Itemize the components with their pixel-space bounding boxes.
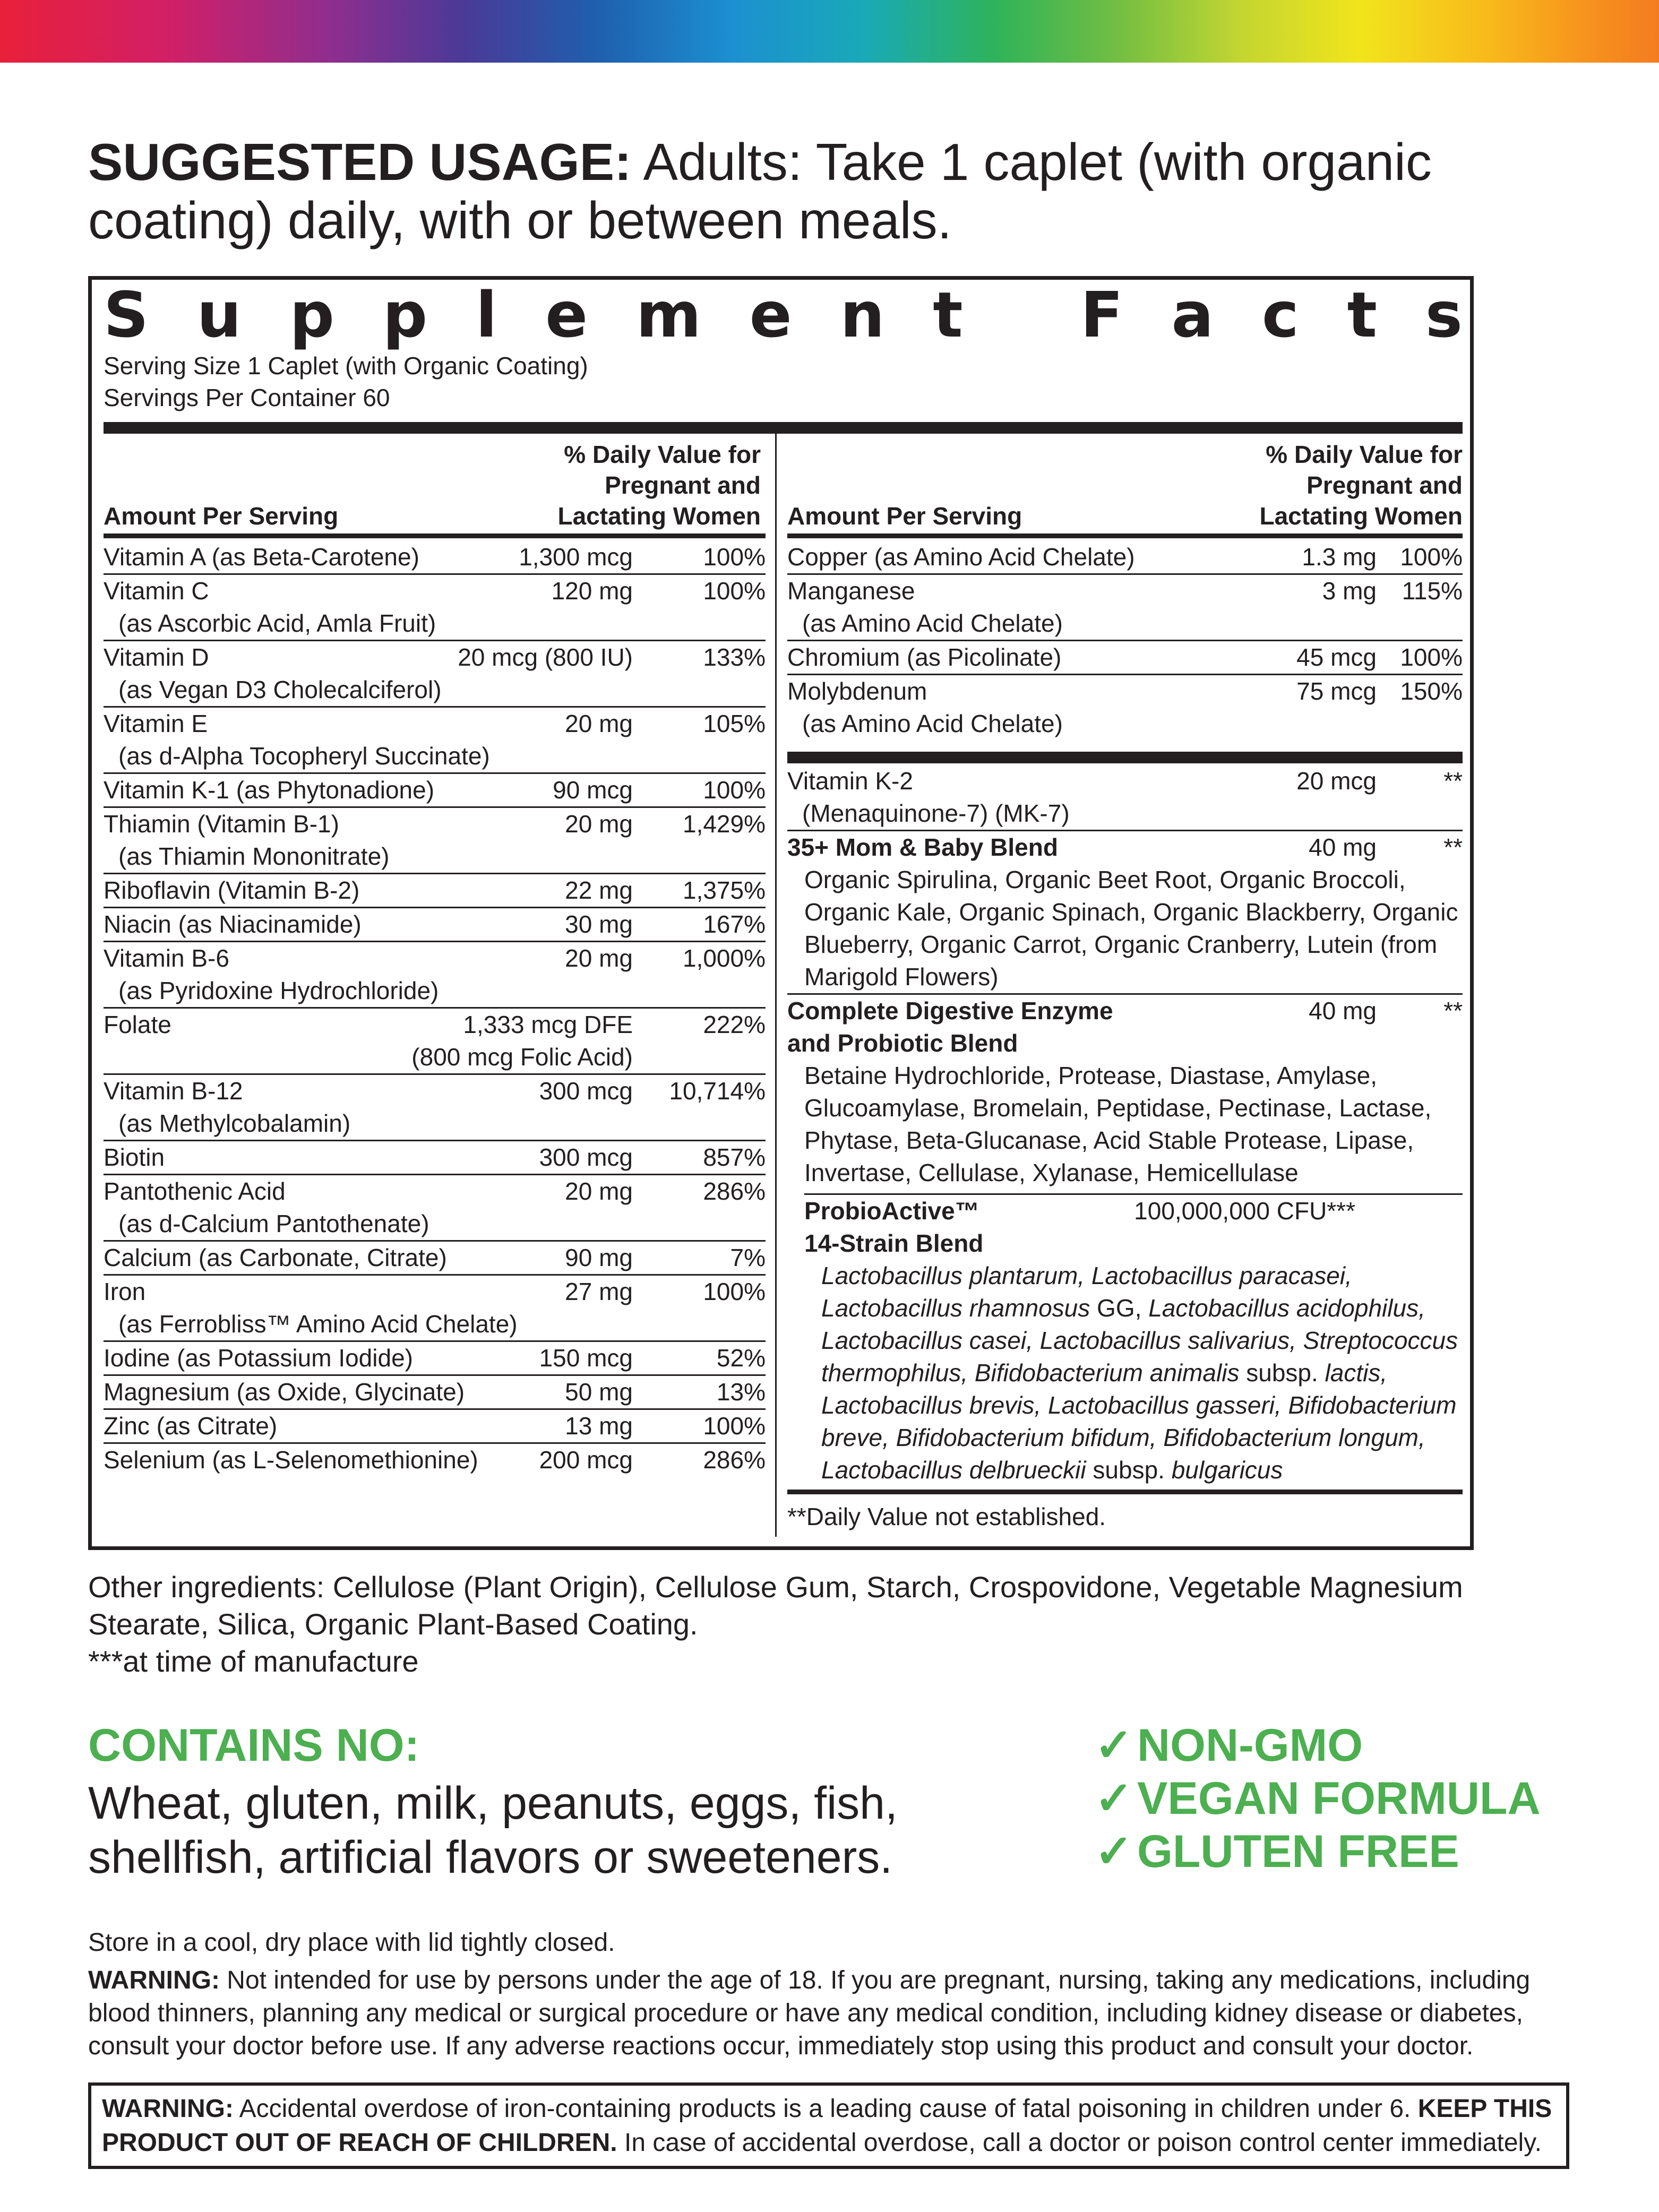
nutrient-amount: 1,333 mcg DFE: [463, 1011, 633, 1038]
nutrient-row: [104, 808, 766, 874]
badge-label: GLUTEN FREE: [1137, 1826, 1459, 1877]
nutrient-row: [104, 1376, 766, 1410]
nutrient-source: (as d-Alpha Tocopheryl Succinate): [118, 742, 490, 770]
dv-header-line2: Pregnant and: [605, 471, 761, 499]
nutrient-dv: 1,429%: [682, 810, 766, 838]
product-badges: [1095, 1719, 1541, 1878]
dv-header-line1: % Daily Value for: [1266, 441, 1463, 468]
nutrient-name: Niacin (as Niacinamide): [104, 910, 362, 938]
nutrient-dv: 10,714%: [669, 1077, 766, 1105]
manufacture-note: ***at time of manufacture: [88, 1645, 419, 1678]
strain-text: lactis,: [1325, 1359, 1388, 1387]
left-amount-header: Amount Per Serving: [104, 502, 339, 530]
strain-text: Lactobacillus acidophilus,: [1148, 1294, 1425, 1322]
strain-text: thermophilus, Bifidobacterium animalis: [821, 1359, 1240, 1387]
badge-gluten-free: [1095, 1825, 1541, 1878]
nutrient-row: [104, 774, 766, 808]
panel-title: [104, 278, 1463, 352]
nutrient-row: [104, 1141, 766, 1175]
nutrient-dv: 286%: [703, 1177, 766, 1205]
title-letter: t: [1347, 278, 1377, 351]
nutrient-amount: 22 mg: [565, 876, 633, 904]
nutrient-dv: 7%: [730, 1244, 766, 1271]
nutrient-name: Vitamin C: [104, 577, 209, 605]
nutrient-amount: 75 mcg: [1296, 677, 1377, 705]
dv-header-line3: Lactating Women: [557, 502, 761, 530]
nutrient-row: [104, 1410, 766, 1444]
nutrient-name: Vitamin K-1 (as Phytonadione): [104, 776, 435, 804]
nutrient-dv: 100%: [703, 543, 766, 571]
nutrient-row: [104, 641, 766, 708]
title-letter: c: [1261, 278, 1299, 351]
nutrient-dv: 100%: [703, 776, 766, 804]
nutrient-amount: 20 mcg (800 IU): [458, 643, 633, 671]
rainbow-banner: [0, 0, 1659, 63]
nutrient-row: [104, 908, 766, 942]
checkmark-icon: ✓: [1095, 1826, 1133, 1877]
nutrient-dv: 857%: [703, 1143, 766, 1171]
nutrient-row: [104, 708, 766, 774]
nutrient-name: Vitamin B-12: [104, 1077, 243, 1105]
nutrient-source: (as d-Calcium Pantothenate): [118, 1210, 429, 1237]
nutrient-source: (as Amino Acid Chelate): [802, 609, 1063, 637]
title-letter: s: [1425, 278, 1463, 351]
footnote: **Daily Value not established.: [787, 1503, 1106, 1530]
nutrient-dv: 286%: [703, 1446, 766, 1474]
checkmark-icon: ✓: [1095, 1720, 1133, 1771]
nutrient-source: (as Amino Acid Chelate): [802, 710, 1063, 737]
supplement-facts-panel: [88, 276, 1474, 1550]
left-header-rule: [104, 533, 766, 538]
contains-no-heading: CONTAINS NO:: [88, 1720, 420, 1771]
title-letter: m: [635, 278, 701, 351]
strain-text: bulgaricus: [1171, 1456, 1283, 1484]
nutrient-amount: 300 mcg: [539, 1077, 633, 1105]
blend-name-line2: and Probiotic Blend: [787, 1029, 1018, 1057]
serving-size: Serving Size 1 Caplet (with Organic Coating): [104, 352, 588, 380]
nutrient-dv: 1,000%: [682, 944, 766, 972]
right-dv-header: [1207, 439, 1463, 531]
nutrient-row: [104, 942, 766, 1009]
title-letter: [1011, 278, 1032, 352]
nutrient-name: Iron: [104, 1278, 146, 1305]
strain-line: Lactobacillus plantarum, Lactobacillus paracasei,: [821, 1262, 1352, 1289]
nutrient-name: Calcium (as Carbonate, Citrate): [104, 1244, 447, 1271]
nutrient-row: [104, 1175, 766, 1242]
nutrient-amount: 3 mg: [1322, 577, 1377, 605]
suggested-usage: [88, 133, 1585, 249]
nutrient-amount: 30 mg: [565, 910, 633, 938]
nutrient-dv: 115%: [1402, 577, 1463, 605]
usage-text: Adults: Take 1 caplet (with organic coating) daily, with or between meals.: [88, 133, 1432, 249]
nutrient-row: [787, 541, 1463, 575]
title-letter: e: [545, 278, 588, 351]
strain-text: Lactobacillus rhamnosus: [821, 1294, 1090, 1322]
enzyme-blend-row: [787, 995, 1463, 1193]
nutrient-dv: 105%: [703, 710, 766, 737]
title-letter: p: [289, 278, 334, 351]
nutrient-dv: 13%: [716, 1378, 766, 1406]
warning-emphasis: KEEP THIS PRODUCT OUT OF REACH OF CHILDREN.: [102, 2095, 1552, 2157]
nutrient-amount: 1.3 mg: [1302, 543, 1377, 571]
strain-text: Lactobacillus delbrueckii: [821, 1456, 1086, 1484]
dv-header-line2: Pregnant and: [1306, 471, 1463, 499]
blend-dv: **: [1443, 833, 1463, 861]
nutrient-name: Thiamin (Vitamin B-1): [104, 810, 339, 838]
title-letter: a: [1171, 278, 1214, 351]
nutrient-name: Zinc (as Citrate): [104, 1412, 278, 1440]
nutrient-source: (as Methylcobalamin): [118, 1109, 351, 1137]
title-letter: F: [1080, 278, 1123, 351]
nutrient-name: Iodine (as Potassium Iodide): [104, 1344, 413, 1372]
nutrient-name: Biotin: [104, 1143, 165, 1171]
nutrient-amount: 20 mg: [565, 710, 633, 737]
right-nutrient-list: [787, 541, 1463, 740]
probiotic-blend-row: [787, 1195, 1463, 1490]
servings-per-container: Servings Per Container 60: [104, 384, 390, 411]
nutrient-source: (as Ascorbic Acid, Amla Fruit): [118, 609, 436, 637]
thick-rule: [104, 422, 1463, 434]
nutrient-row: [104, 1075, 766, 1141]
nutrient-name: Vitamin A (as Beta-Carotene): [104, 543, 419, 571]
title-letter: e: [749, 278, 792, 351]
nutrient-name: Selenium (as L-Selenomethionine): [104, 1446, 478, 1474]
other-ingredients: [88, 1569, 1575, 1680]
nutrient-name: Vitamin K-2: [787, 767, 913, 795]
nutrient-row: [787, 575, 1463, 641]
nutrient-amount: 20 mg: [565, 810, 633, 838]
blend-ingredients: Betaine Hydrochloride, Protease, Diastase, Amylase, Glucoamylase, Bromelain, Peptidase, Pectinase, Lactase, Phytase, Beta-Glucanase, Acid Stable Protease, Lipase, Invertase, Cellulase, Xylanase, Hemicellulase: [804, 1062, 1432, 1186]
nutrient-name: Manganese: [787, 577, 915, 605]
nutrient-row: [104, 1009, 766, 1075]
left-dv-header: [517, 439, 761, 531]
title-letter: u: [196, 278, 242, 351]
nutrient-row: [787, 675, 1463, 740]
nutrient-source: (as Ferrobliss™ Amino Acid Chelate): [118, 1310, 518, 1338]
nutrient-amount: 20 mg: [565, 1177, 633, 1205]
warning-label: WARNING:: [102, 2095, 234, 2123]
nutrient-row: [787, 641, 1463, 675]
mom-baby-blend-row: [787, 831, 1463, 995]
nutrient-dv: 100%: [1400, 543, 1463, 571]
usage-warning: [88, 1964, 1564, 2063]
nutrient-row: [104, 1444, 766, 1476]
nutrient-row: [104, 541, 766, 575]
iron-warning-box: [88, 2082, 1569, 2169]
nutrient-dv: 100%: [703, 577, 766, 605]
title-letter: p: [382, 278, 428, 351]
nutrient-name: Chromium (as Picolinate): [787, 643, 1062, 671]
nutrient-amount-detail: (800 mcg Folic Acid): [411, 1043, 633, 1071]
warning-label: WARNING:: [88, 1966, 220, 1994]
badge-label: NON-GMO: [1137, 1720, 1363, 1771]
badge-label: VEGAN FORMULA: [1137, 1773, 1541, 1824]
blend-name: 35+ Mom & Baby Blend: [787, 833, 1058, 861]
probiotic-strains: [804, 1260, 1463, 1490]
nutrient-amount: 45 mcg: [1296, 643, 1377, 671]
nutrient-row: [104, 874, 766, 908]
nutrient-source: (as Pyridoxine Hydrochloride): [118, 977, 439, 1004]
nutrient-source: (as Thiamin Mononitrate): [118, 842, 390, 870]
title-letter: t: [933, 278, 963, 351]
strain-text: GG,: [1090, 1294, 1149, 1322]
nutrient-name: Pantothenic Acid: [104, 1177, 286, 1205]
nutrient-amount: 300 mcg: [539, 1143, 633, 1171]
nutrient-amount: 20 mg: [565, 944, 633, 972]
nutrient-amount: 13 mg: [565, 1412, 633, 1440]
strain-line: Lactobacillus brevis, Lactobacillus gasseri, Bifidobacterium: [821, 1391, 1457, 1419]
warning-text: Not intended for use by persons under the age of 18. If you are pregnant, nursing, taking any medications, including blood thinners, planning any medical or surgical procedure or have any medical condition, including kidney disease or diabetes, consult your doctor before use. If any adverse reactions occur, immediately stop using this product and consult your doctor.: [88, 1966, 1531, 2060]
nutrient-dv: 150%: [1400, 677, 1463, 705]
nutrient-amount: 150 mcg: [539, 1344, 633, 1372]
strain-line: breve, Bifidobacterium bifidum, Bifidobacterium longum,: [821, 1424, 1425, 1451]
other-ingredients-text: Other ingredients: Cellulose (Plant Origin), Cellulose Gum, Starch, Crospovidone, Vegetable Magnesium Stearate, Silica, Organic Plant-Based Coating.: [88, 1570, 1463, 1641]
nutrient-amount: 90 mg: [565, 1244, 633, 1271]
probiotic-name: ProbioActive™: [804, 1197, 979, 1225]
usage-label: SUGGESTED USAGE:: [88, 133, 632, 191]
nutrient-name: Magnesium (as Oxide, Glycinate): [104, 1378, 465, 1406]
nutrient-dv: 52%: [716, 1344, 766, 1372]
blend-dv: **: [1443, 997, 1463, 1025]
nutrient-name: Molybdenum: [787, 677, 927, 705]
checkmark-icon: ✓: [1095, 1773, 1133, 1824]
warning-text: Accidental overdose of iron-containing products is a leading cause of fatal poisoning in children under 6.: [233, 2095, 1418, 2123]
nutrient-row: [104, 1276, 766, 1342]
nutrient-name: Vitamin B-6: [104, 944, 229, 972]
nutrient-amount: 90 mcg: [553, 776, 633, 804]
dv-header-line1: % Daily Value for: [564, 441, 761, 468]
thick-rule-mid: [787, 752, 1463, 763]
nutrient-row: [104, 1242, 766, 1276]
nutrient-dv: 100%: [703, 1412, 766, 1440]
nutrient-source: (Menaquinone-7) (MK-7): [802, 799, 1070, 827]
nutrient-name: Vitamin E: [104, 710, 208, 737]
probiotic-amount: 100,000,000 CFU***: [1134, 1197, 1355, 1225]
nutrient-amount: 50 mg: [565, 1378, 633, 1406]
strain-text: subsp.: [1086, 1456, 1172, 1484]
dv-header-line3: Lactating Women: [1259, 502, 1463, 530]
nutrient-name: Vitamin D: [104, 643, 209, 671]
nutrient-dv: 133%: [703, 643, 766, 671]
right-header-rule: [787, 533, 1463, 538]
nutrient-amount: 200 mcg: [539, 1446, 633, 1474]
blend-amount: 40 mg: [1309, 997, 1377, 1025]
left-nutrient-list: [104, 541, 766, 1476]
nutrient-row: [104, 1342, 766, 1376]
nutrient-dv: 167%: [703, 910, 766, 938]
nutrient-source: (as Vegan D3 Cholecalciferol): [118, 676, 442, 703]
storage-note: Store in a cool, dry place with lid tightly closed.: [88, 1929, 615, 1957]
nutrient-dv: 100%: [703, 1278, 766, 1305]
badge-non-gmo: [1095, 1719, 1541, 1772]
nutrient-dv: 100%: [1400, 643, 1463, 671]
nutrient-name: Riboflavin (Vitamin B-2): [104, 876, 360, 904]
contains-no-line1: Wheat, gluten, milk, peanuts, eggs, fish,: [88, 1778, 898, 1829]
nutrient-name: Copper (as Amino Acid Chelate): [787, 543, 1135, 571]
probiotic-name-line2: 14-Strain Blend: [804, 1229, 984, 1257]
nutrient-dv: **: [1443, 767, 1463, 795]
column-divider: [775, 434, 777, 1537]
contains-no-line2: shellfish, artificial flavors or sweeteners.: [88, 1832, 893, 1883]
nutrient-amount: 27 mg: [565, 1278, 633, 1305]
footnote-rule: [787, 1490, 1463, 1494]
contains-no-list: [88, 1776, 938, 1884]
nutrient-name: Folate: [104, 1011, 171, 1038]
right-amount-header: Amount Per Serving: [787, 502, 1022, 530]
nutrient-row-k2: [787, 765, 1463, 831]
strain-text: subsp.: [1239, 1359, 1325, 1387]
nutrient-dv: 222%: [703, 1011, 766, 1038]
nutrient-amount: 20 mcg: [1296, 767, 1377, 795]
title-letter: S: [104, 278, 149, 351]
strain-line: Lactobacillus casei, Lactobacillus salivarius, Streptococcus: [821, 1327, 1458, 1354]
title-letter: l: [475, 278, 497, 351]
nutrient-amount: 120 mg: [551, 577, 633, 605]
badge-vegan: [1095, 1772, 1541, 1825]
right-blend-list: [787, 765, 1463, 1533]
blend-amount: 40 mg: [1309, 833, 1377, 861]
blend-name: Complete Digestive Enzyme: [787, 997, 1113, 1025]
nutrient-row: [104, 575, 766, 641]
nutrient-dv: 1,375%: [682, 876, 766, 904]
warning-text: In case of accidental overdose, call a doctor or poison control center immediately.: [617, 2129, 1542, 2157]
title-letter: n: [840, 278, 885, 351]
blend-ingredients: Organic Spirulina, Organic Beet Root, Organic Broccoli, Organic Kale, Organic Spinach, Organic Blackberry, Organic Blueberry, Organic Carrot, Organic Cranberry, Lutein (from Marigold Flowers): [804, 866, 1458, 991]
nutrient-amount: 1,300 mcg: [519, 543, 633, 571]
